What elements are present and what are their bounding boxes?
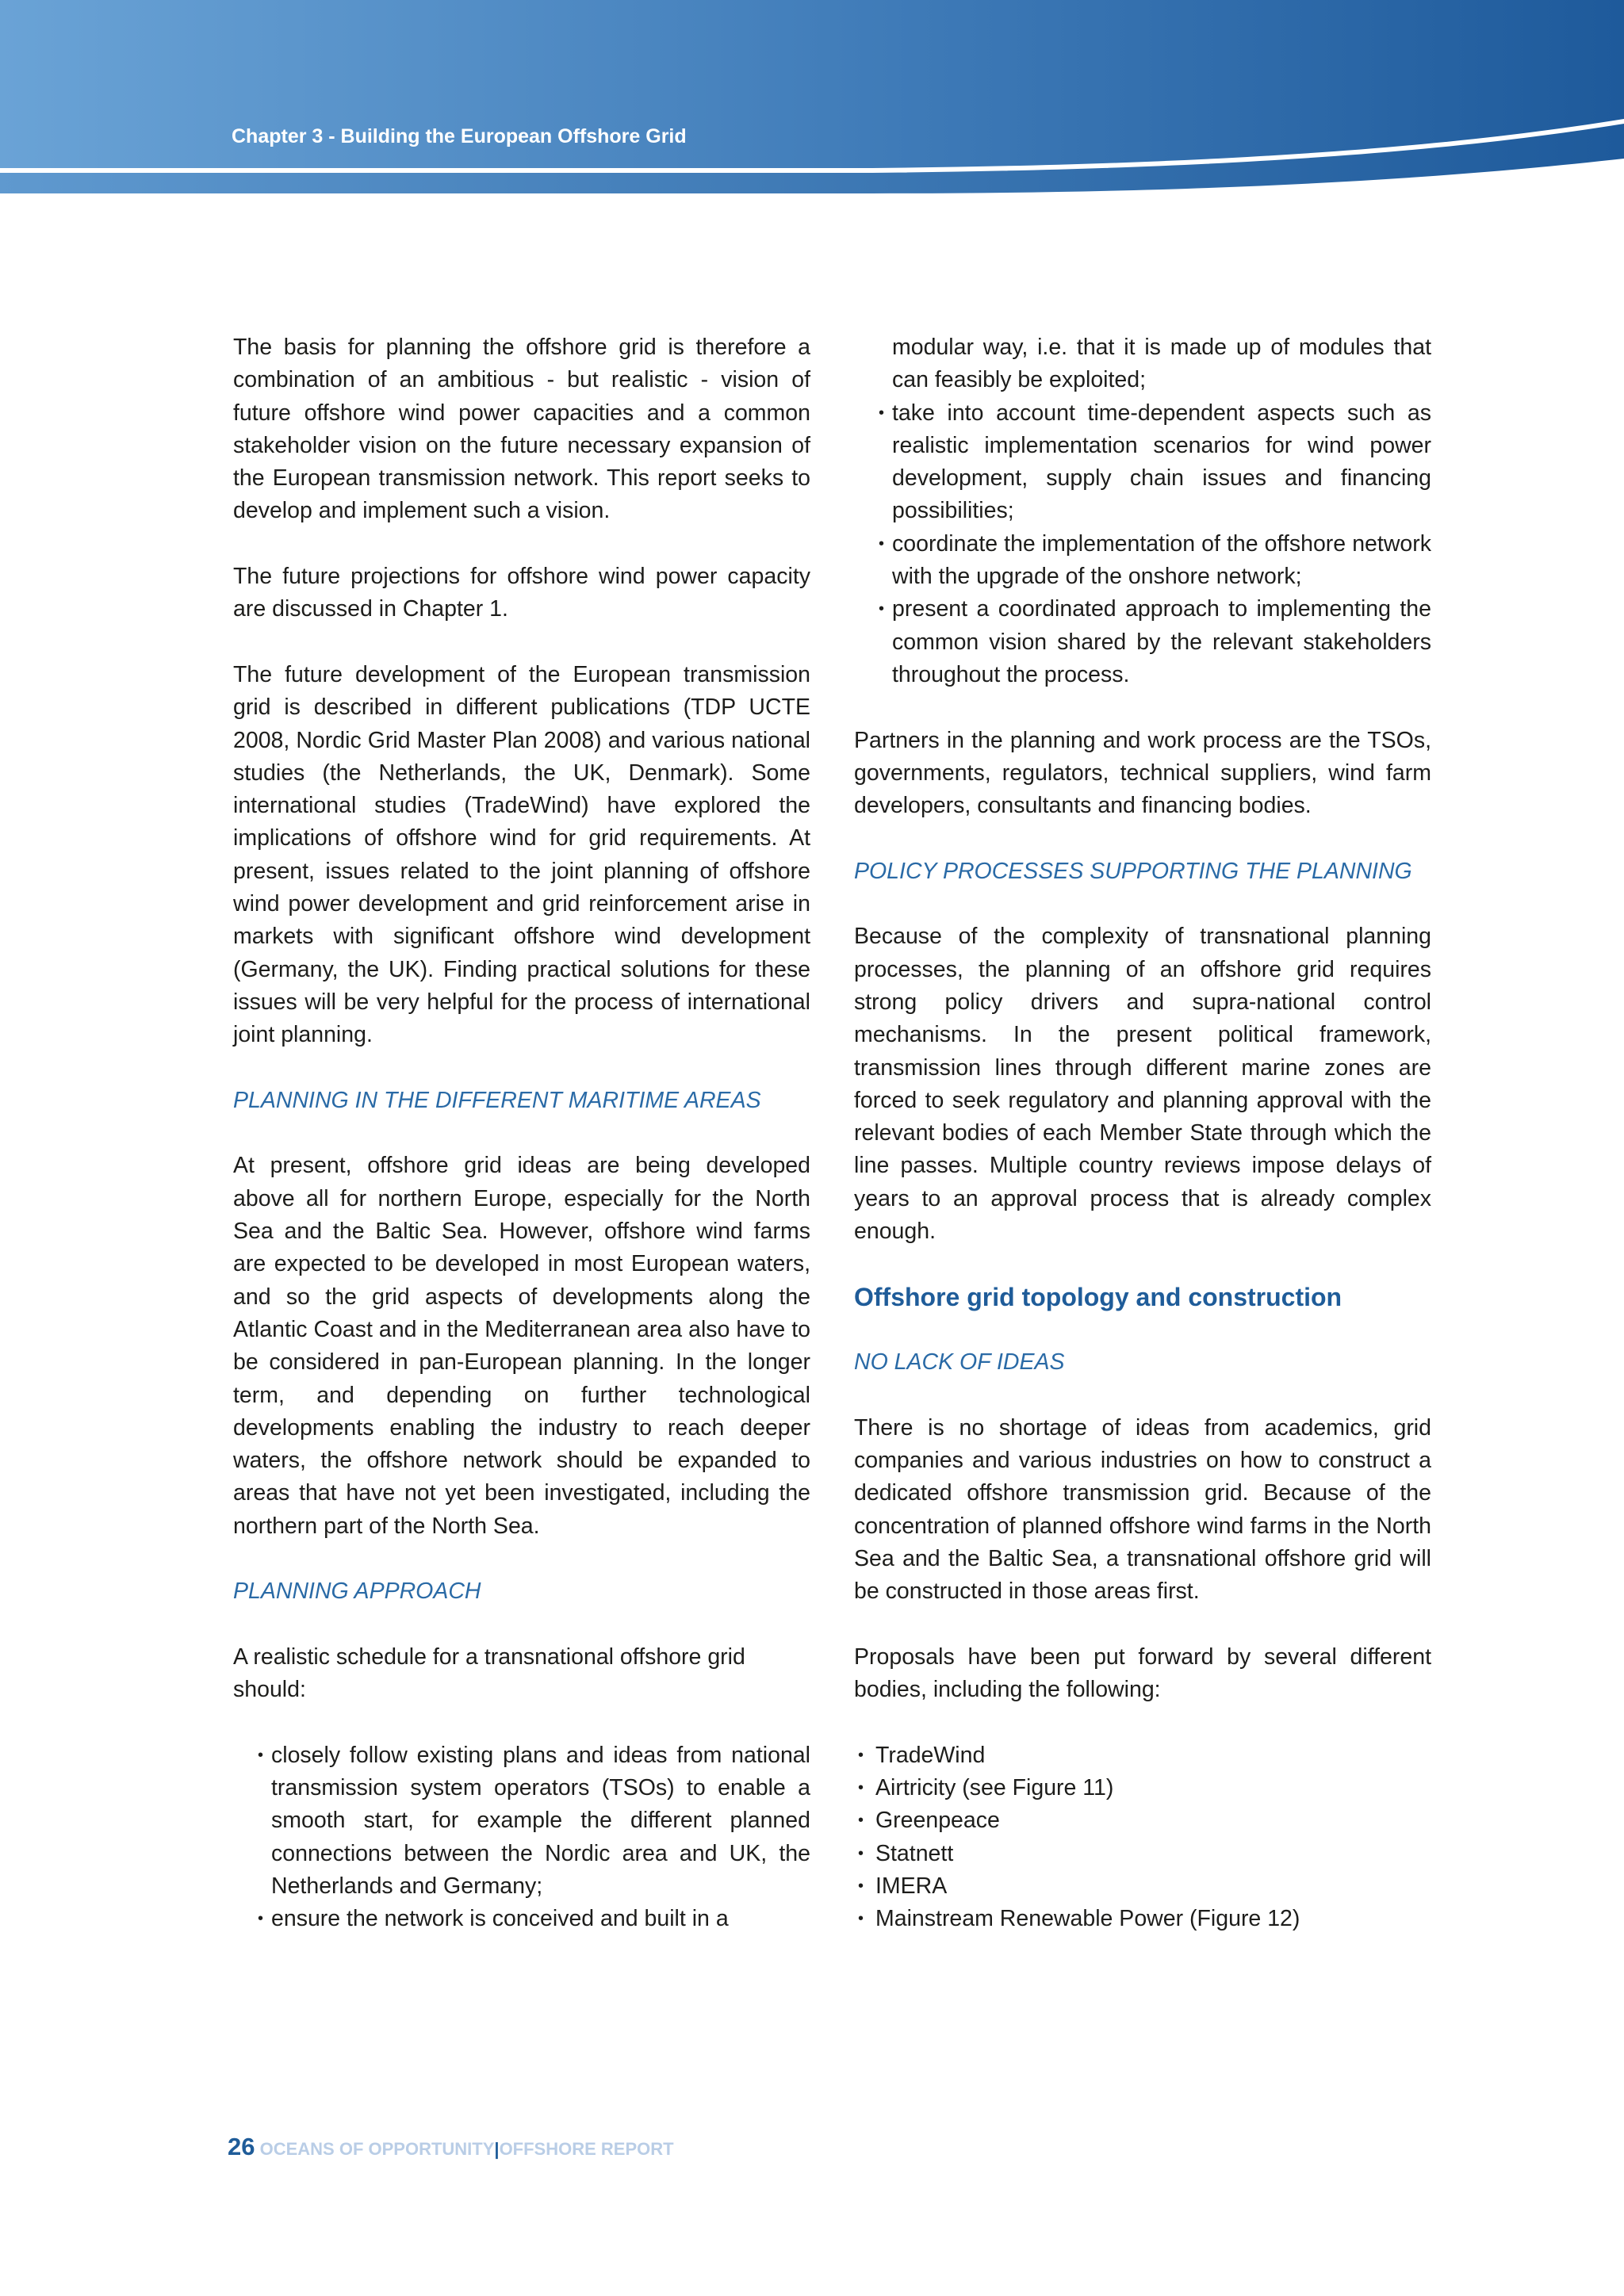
- list-item: • take into account time-dependent aspects such as realistic implementation scenarios for wind power development, supply chain issues and financing possibilities;: [892, 397, 1431, 528]
- bullet-list: [271, 1739, 810, 1936]
- right-column: [854, 331, 1431, 1936]
- page-footer: [228, 2133, 674, 2161]
- proposal-list: [854, 1739, 1431, 1936]
- paragraph: The basis for planning the offshore grid is therefore a combination of an ambitious - but realistic - vision of future offshore wind power capacities and a common stakeholder vision on the future necessary expansion of the European transmission network. This report seeks to develop and implement such a vision.: [233, 335, 810, 524]
- publication-title: OCEANS OF OPPORTUNITY: [259, 2139, 495, 2159]
- footer-separator: |: [494, 2139, 500, 2159]
- paragraph: Because of the complexity of transnational planning processes, the planning of an offshore grid requires strong policy drivers and supra-national control mechanisms. In the present political framework, transmission lines through different marine zones are forced to seek regulatory and planning approval with the relevant bodies of each Member State through which the line passes. Multiple country reviews impose delays of years to an approval process that is already complex enough.: [854, 924, 1431, 1245]
- list-item: • Statnett: [875, 1838, 1431, 1870]
- list-item: • ensure the network is conceived and built in a: [271, 1903, 810, 1935]
- paragraph: Partners in the planning and work process are the TSOs, governments, regulators, technical suppliers, wind farm developers, consultants and financing bodies.: [854, 727, 1431, 819]
- list-item: • present a coordinated approach to implementing the common vision shared by the relevant stakeholders throughout the process.: [892, 593, 1431, 691]
- list-item: • Airtricity (see Figure 11): [875, 1772, 1431, 1804]
- subheading: PLANNING APPROACH: [233, 1578, 481, 1605]
- page-number: 26: [228, 2133, 255, 2160]
- subheading: POLICY PROCESSES SUPPORTING THE PLANNING: [854, 858, 1412, 884]
- list-item: • coordinate the implementation of the offshore network with the upgrade of the onshore network;: [892, 528, 1431, 594]
- subheading: PLANNING IN THE DIFFERENT MARITIME AREAS: [233, 1087, 761, 1113]
- section-title: Offshore grid topology and construction: [854, 1282, 1342, 1311]
- header-wave-graphic: [0, 0, 1624, 198]
- list-item: • closely follow existing plans and ideas from national transmission system operators (TSOs) to enable a smooth start, for example the different planned connections between the Nordic area and UK, the Netherlands and Germany;: [271, 1739, 810, 1903]
- list-item-continuation: modular way, i.e. that it is made up of modules that can feasibly be exploited;: [892, 335, 1431, 393]
- list-item: • Mainstream Renewable Power (Figure 12): [875, 1903, 1431, 1935]
- list-item: • Greenpeace: [875, 1804, 1431, 1837]
- paragraph: At present, offshore grid ideas are being developed above all for northern Europe, especially for the North Sea and the Baltic Sea. However, offshore wind farms are expected to be developed in most European waters, and so the grid aspects of developments along the Atlantic Coast and in the Mediterranean area also have to be considered in pan-European planning. In the longer term, and depending on further technological developments enabling the industry to reach deeper waters, the offshore network should be expanded to areas that have not yet been investigated, including the northern part of the North Sea.: [233, 1153, 810, 1539]
- paragraph: The future projections for offshore wind power capacity are discussed in Chapter 1.: [233, 564, 810, 622]
- bullet-list: [892, 331, 1431, 691]
- list-item: • TradeWind: [875, 1739, 1431, 1772]
- subheading: NO LACK OF IDEAS: [854, 1349, 1065, 1376]
- paragraph: A realistic schedule for a transnational offshore grid should:: [233, 1644, 745, 1703]
- paragraph: The future development of the European transmission grid is described in different publications (TDP UCTE 2008, Nordic Grid Master Plan 2008) and various national studies (the Netherlands, the UK, Denmark). Some international studies (TradeWind) have explored the implications of offshore wind for grid requirements. At present, issues related to the joint planning of offshore wind power development and grid reinforcement arise in markets with significant offshore wind development (Germany, the UK). Finding practical solutions for these issues will be very helpful for the process of international joint planning.: [233, 661, 810, 1048]
- list-item: • IMERA: [875, 1870, 1431, 1903]
- paragraph: There is no shortage of ideas from academics, grid companies and various industries on how to construct a dedicated offshore transmission grid. Because of the concentration of planned offshore wind farms in the North Sea and the Baltic Sea, a transnational offshore grid will be constructed in those areas first.: [854, 1414, 1431, 1605]
- header-banner: [0, 0, 1624, 198]
- chapter-title: Chapter 3 - Building the European Offshore Grid: [232, 125, 687, 147]
- report-title: OFFSHORE REPORT: [499, 2139, 674, 2159]
- left-column: [233, 331, 810, 1936]
- paragraph: Proposals have been put forward by several different bodies, including the following:: [854, 1644, 1431, 1703]
